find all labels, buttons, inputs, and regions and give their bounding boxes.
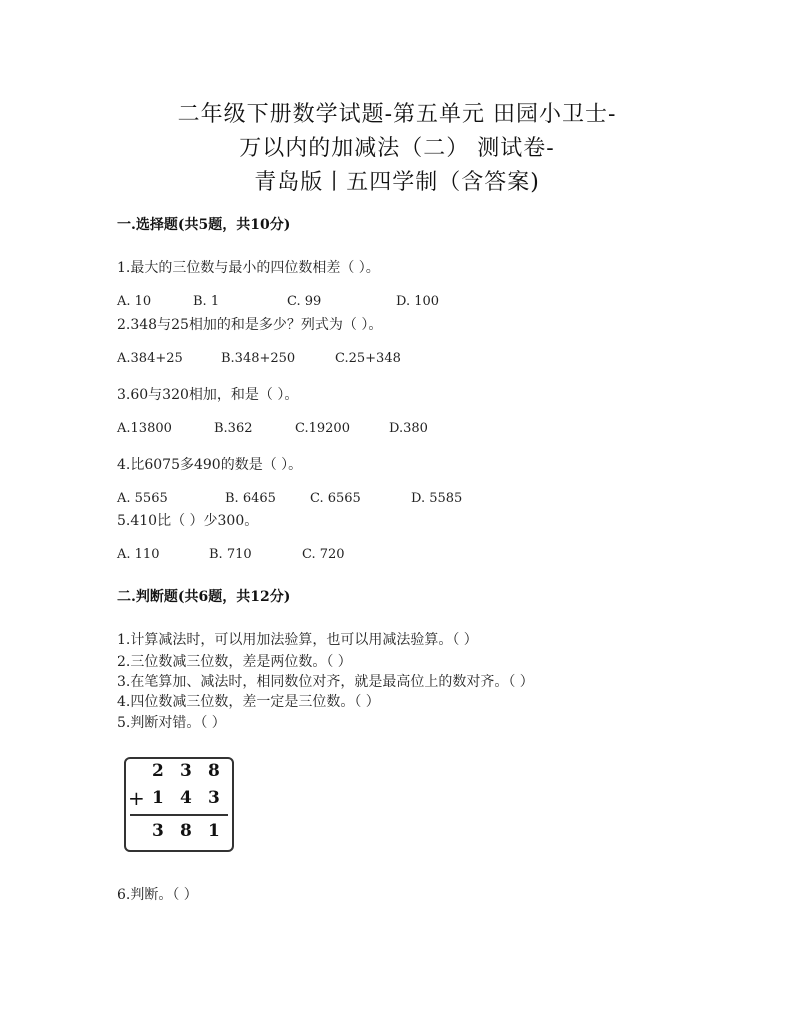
page-title-line-3: 青岛版丨五四学制（含答案) — [254, 170, 540, 195]
q4-option-c: C. 6565 — [310, 491, 361, 506]
q2-option-b: B.348+250 — [221, 351, 296, 366]
q4-option-a: A. 5565 — [117, 491, 168, 506]
vertical-addition-box — [124, 757, 234, 852]
tf-question-2: 2.三位数减三位数，差是两位数。（ ） — [117, 654, 352, 670]
tf-question-5: 5.判断对错。（ ） — [117, 715, 226, 731]
calc-row2-digit-hundreds: 1 — [152, 788, 164, 808]
q5-option-b: B. 710 — [209, 547, 252, 562]
calc-row2-digit-ones: 3 — [208, 788, 220, 808]
q5-option-a: A. 110 — [117, 547, 160, 562]
q3-option-b: B.362 — [214, 421, 253, 436]
page-title-line-1: 二年级下册数学试题-第五单元 田园小卫士- — [177, 102, 617, 127]
calc-result-digit-ones: 1 — [208, 821, 220, 841]
calc-row1-digit-hundreds: 2 — [152, 761, 164, 781]
calc-plus-sign: + — [128, 786, 145, 810]
calc-sum-line — [130, 814, 228, 816]
page-title-line-2: 万以内的加减法（二） 测试卷- — [239, 136, 555, 161]
q1-option-c: C. 99 — [287, 294, 322, 309]
tf-question-3: 3.在笔算加、减法时，相同数位对齐，就是最高位上的数对齐。（ ） — [117, 674, 534, 690]
tf-question-4: 4.四位数减三位数，差一定是三位数。（ ） — [117, 694, 380, 710]
q3-option-a: A.13800 — [117, 421, 172, 436]
calc-result-digit-tens: 8 — [180, 821, 192, 841]
calc-row1-digit-ones: 8 — [208, 761, 220, 781]
q1-option-a: A. 10 — [117, 294, 152, 309]
q3-option-c: C.19200 — [295, 421, 350, 436]
calc-row1-digit-tens: 3 — [180, 761, 192, 781]
q4-option-b: B. 6465 — [225, 491, 276, 506]
question-4: 4.比6075多490的数是（ ）。 — [117, 457, 303, 473]
calc-result-digit-hundreds: 3 — [152, 821, 164, 841]
q1-option-d: D. 100 — [396, 294, 440, 309]
q4-option-d: D. 5585 — [411, 491, 463, 506]
calc-row2-digit-tens: 4 — [180, 788, 192, 808]
tf-question-6: 6.判断。（ ） — [117, 887, 198, 903]
question-2: 2.348与25相加的和是多少？列式为（ ）。 — [117, 317, 383, 333]
q2-option-c: C.25+348 — [335, 351, 401, 366]
question-1: 1.最大的三位数与最小的四位数相差（ ）。 — [117, 260, 380, 276]
q1-option-b: B. 1 — [193, 294, 220, 309]
q3-option-d: D.380 — [389, 421, 428, 436]
question-3: 3.60与320相加，和是（ ）。 — [117, 387, 299, 403]
tf-question-1: 1.计算减法时，可以用加法验算，也可以用减法验算。（ ） — [117, 632, 478, 648]
section-heading-multiple-choice: 一.选择题(共5题，共10分) — [117, 217, 291, 233]
section-heading-true-false: 二.判断题(共6题，共12分) — [117, 589, 291, 605]
question-5: 5.410比（ ）少300。 — [117, 513, 259, 529]
q2-option-a: A.384+25 — [117, 351, 183, 366]
q5-option-c: C. 720 — [302, 547, 345, 562]
